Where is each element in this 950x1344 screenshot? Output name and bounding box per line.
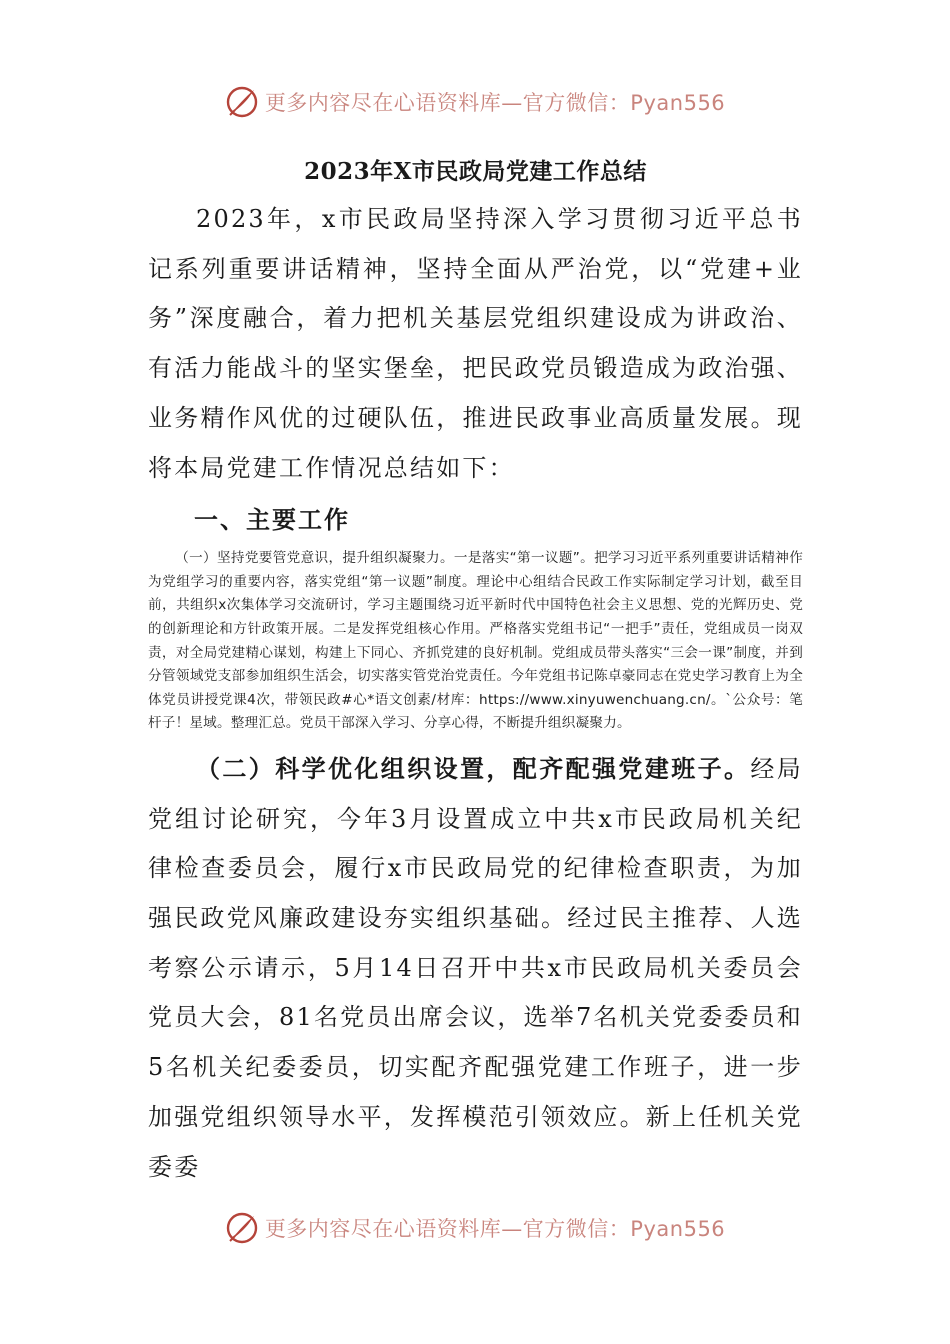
quill-pen-icon [225,1211,259,1245]
watermark-banner-bottom [0,1208,950,1248]
quill-pen-icon [225,85,259,119]
subsection-1-paragraph: （一）坚持党要管党意识，提升组织凝聚力。一是落实“第一议题”。把学习习近平系列重要讲话精神作为党组学习的重要内容，落实党组“第一议题”制度。理论中心组结合民政工作实际制定学习计划，截至目前，共组织x次集体学习交流研讨，学习主题围绕习近平新时代中国特色社会主义思想、党的光辉历史、党的创新理论和方针政策开展。二是发挥党组核心作用。严格落实党组书记“一把手”责任，党组成员一岗双责，对全局党建精心谋划，构建上下同心、齐抓党建的良好机制。党组成员带头落实“三会一课”制度，并到分管领域党支部参加组织生活会，切实落实管党治党责任。今年党组书记陈卓豪同志在党史学习教育上为全体党员讲授党课4次，带领民政#心*语文创素/材库：https://www.xinyuwenchuang.cn/。`公众号：笔杆子！星域。整理汇总。党员干部深入学习、分享心得，不断提升组织凝聚力。 [148,550,803,732]
subsection-2-paragraph [148,744,803,1192]
watermark-text: 更多内容尽在心语资料库—官方微信：Pyan556 [264,91,726,115]
watermark-text: 更多内容尽在心语资料库—官方微信：Pyan556 [264,1217,726,1241]
watermark-banner-top [0,82,950,122]
subsection-2-lead: （二）科学优化组织设置，配齐配强党建班子。 [196,753,751,783]
document-body [148,150,803,1192]
subsection-2-body: 经局党组讨论研究，今年3月设置成立中共x市民政局机关纪律检查委员会，履行x市民政局党的纪律检查职责，为加强民政党风廉政建设夯实组织基础。经过民主推荐、人选考察公示请示，5月14日召开中共x市民政局机关委员会党员大会，81名党员出席会议，选举7名机关党委委员和5名机关纪委委员，切实配齐配强党建工作班子，进一步加强党组织领导水平，发挥模范引领效应。新上任机关党委委 [148,754,804,1181]
document-title: 2023年X市民政局党建工作总结 [304,158,647,185]
intro-paragraph: 2023年，x市民政局坚持深入学习贯彻习近平总书记系列重要讲话精神，坚持全面从严治党，以“党建+业务”深度融合，着力把机关基层党组织建设成为讲政治、有活力能战斗的坚实堡垒，把民政党员锻造成为政治强、业务精作风优的过硬队伍，推进民政事业高质量发展。现将本局党建工作情况总结如下： [148,205,803,482]
section-heading-main-work: 一、主要工作 [194,506,350,535]
